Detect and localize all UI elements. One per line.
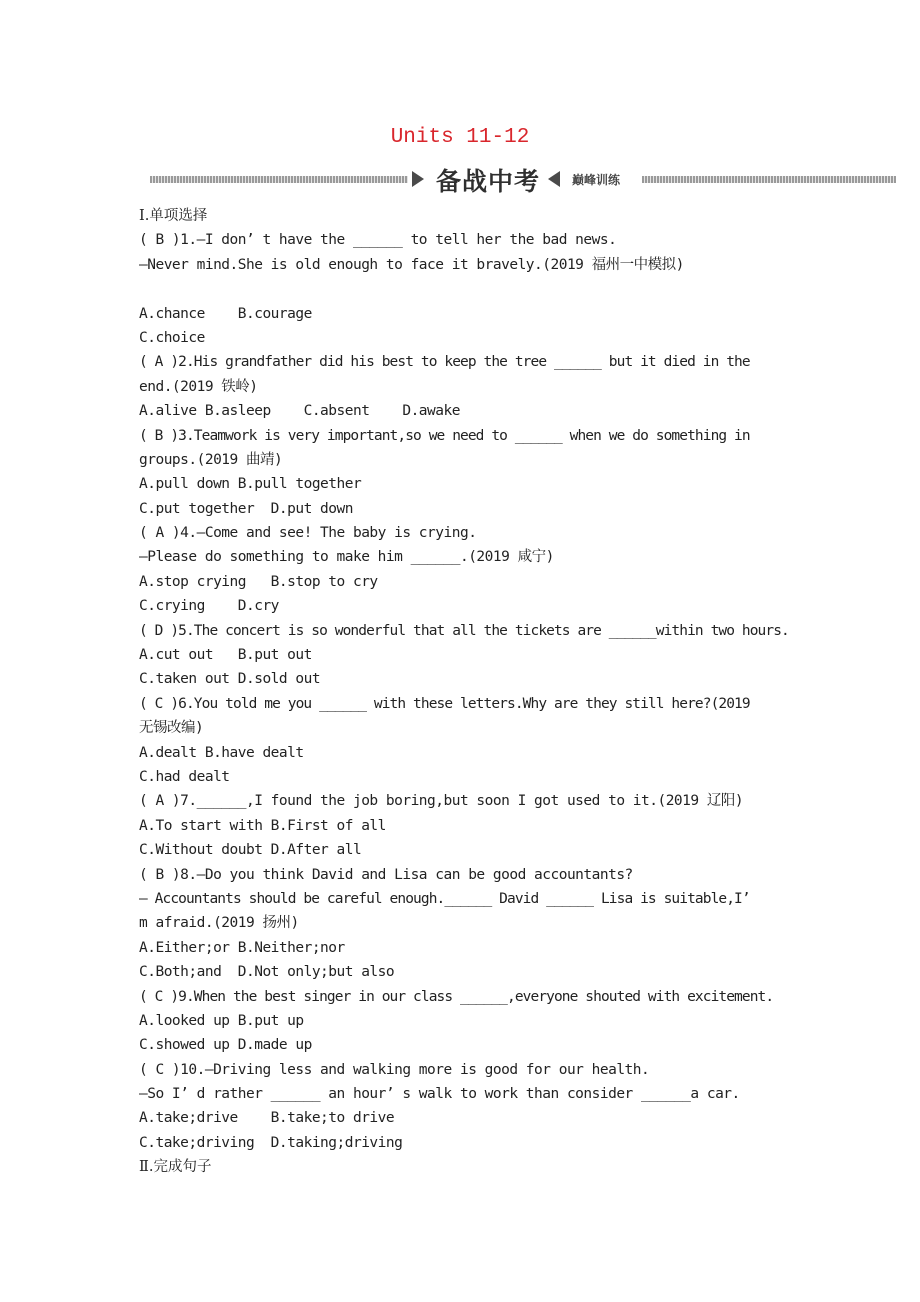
option-line: A.dealt B.have dealt [139, 744, 304, 761]
option-line: C.crying D.cry [139, 598, 279, 615]
option-line: C.choice [139, 329, 205, 346]
question-line: 无锡改编) [139, 720, 204, 737]
question-line: ( C )9.When the best singer in our class ______,everyone shouted with excitement. [139, 988, 774, 1005]
option-line: C.showed up D.made up [139, 1037, 312, 1054]
section-banner [150, 162, 896, 198]
question-line: —Please do something to make him ______.(2019 咸宁) [139, 549, 554, 566]
question-line: ( B )3.Teamwork is very important,so we need to ______ when we do something in [139, 427, 750, 444]
question-line: ( A )4.—Come and see! The baby is crying. [139, 525, 477, 542]
section-heading: Ⅱ.完成句子 [139, 1159, 212, 1176]
left-arrow-icon [548, 171, 560, 187]
question-line: ( B )8.—Do you think David and Lisa can be good accountants? [139, 866, 633, 883]
page-title: Units 11-12 [390, 126, 530, 149]
option-line: A.chance B.courage [139, 305, 312, 322]
banner-left-stripe [150, 176, 408, 183]
banner-sub-text: 巅峰训练 [572, 173, 621, 187]
option-line: A.take;drive B.take;to drive [139, 1110, 395, 1127]
banner-right-stripe [642, 176, 896, 183]
question-line: groups.(2019 曲靖) [139, 451, 283, 468]
question-line: ( C )6.You told me you ______ with these letters.Why are they still here?(2019 [139, 695, 750, 712]
section-heading: Ⅰ.单项选择 [139, 208, 208, 224]
option-line: C.had dealt [139, 768, 230, 785]
option-line: A.alive B.asleep C.absent D.awake [139, 403, 460, 420]
option-line: A.looked up B.put up [139, 1012, 304, 1029]
option-line: C.taken out D.sold out [139, 671, 321, 688]
blank-line [139, 277, 779, 301]
option-line: C.put together D.put down [139, 500, 353, 517]
option-line: C.take;driving D.taking;driving [139, 1134, 403, 1151]
option-line: C.Both;and D.Not only;but also [139, 964, 395, 981]
question-line: — Accountants should be careful enough.______ David ______ Lisa is suitable,I’ [139, 890, 750, 907]
exercise-content [139, 204, 789, 1180]
question-line: —Never mind.She is old enough to face it bravely.(2019 福州一中模拟) [139, 256, 684, 273]
banner-main-text: 备战中考 [435, 167, 540, 196]
question-line: m afraid.(2019 扬州) [139, 915, 299, 932]
option-line: A.pull down B.pull together [139, 476, 362, 493]
question-line: ( A )2.His grandfather did his best to keep the tree ______ but it died in the [139, 354, 750, 371]
option-line: A.Either;or B.Neither;nor [139, 939, 345, 956]
option-line: A.stop crying B.stop to cry [139, 573, 378, 590]
question-line: ( A )7.______,I found the job boring,but soon I got used to it.(2019 辽阳) [139, 793, 744, 810]
option-line: A.To start with B.First of all [139, 817, 386, 834]
option-line: A.cut out B.put out [139, 647, 312, 664]
question-line: end.(2019 铁岭) [139, 378, 258, 395]
question-line: ( C )10.—Driving less and walking more is good for our health. [139, 1061, 650, 1078]
question-line: —So I’ d rather ______ an hour’ s walk to work than consider ______a car. [139, 1086, 740, 1103]
option-line: C.Without doubt D.After all [139, 842, 362, 859]
right-arrow-icon [412, 171, 424, 187]
question-line: ( B )1.—I don’ t have the ______ to tell her the bad news. [139, 232, 617, 249]
question-line: ( D )5.The concert is so wonderful that all the tickets are ______within two hours. [139, 622, 789, 639]
